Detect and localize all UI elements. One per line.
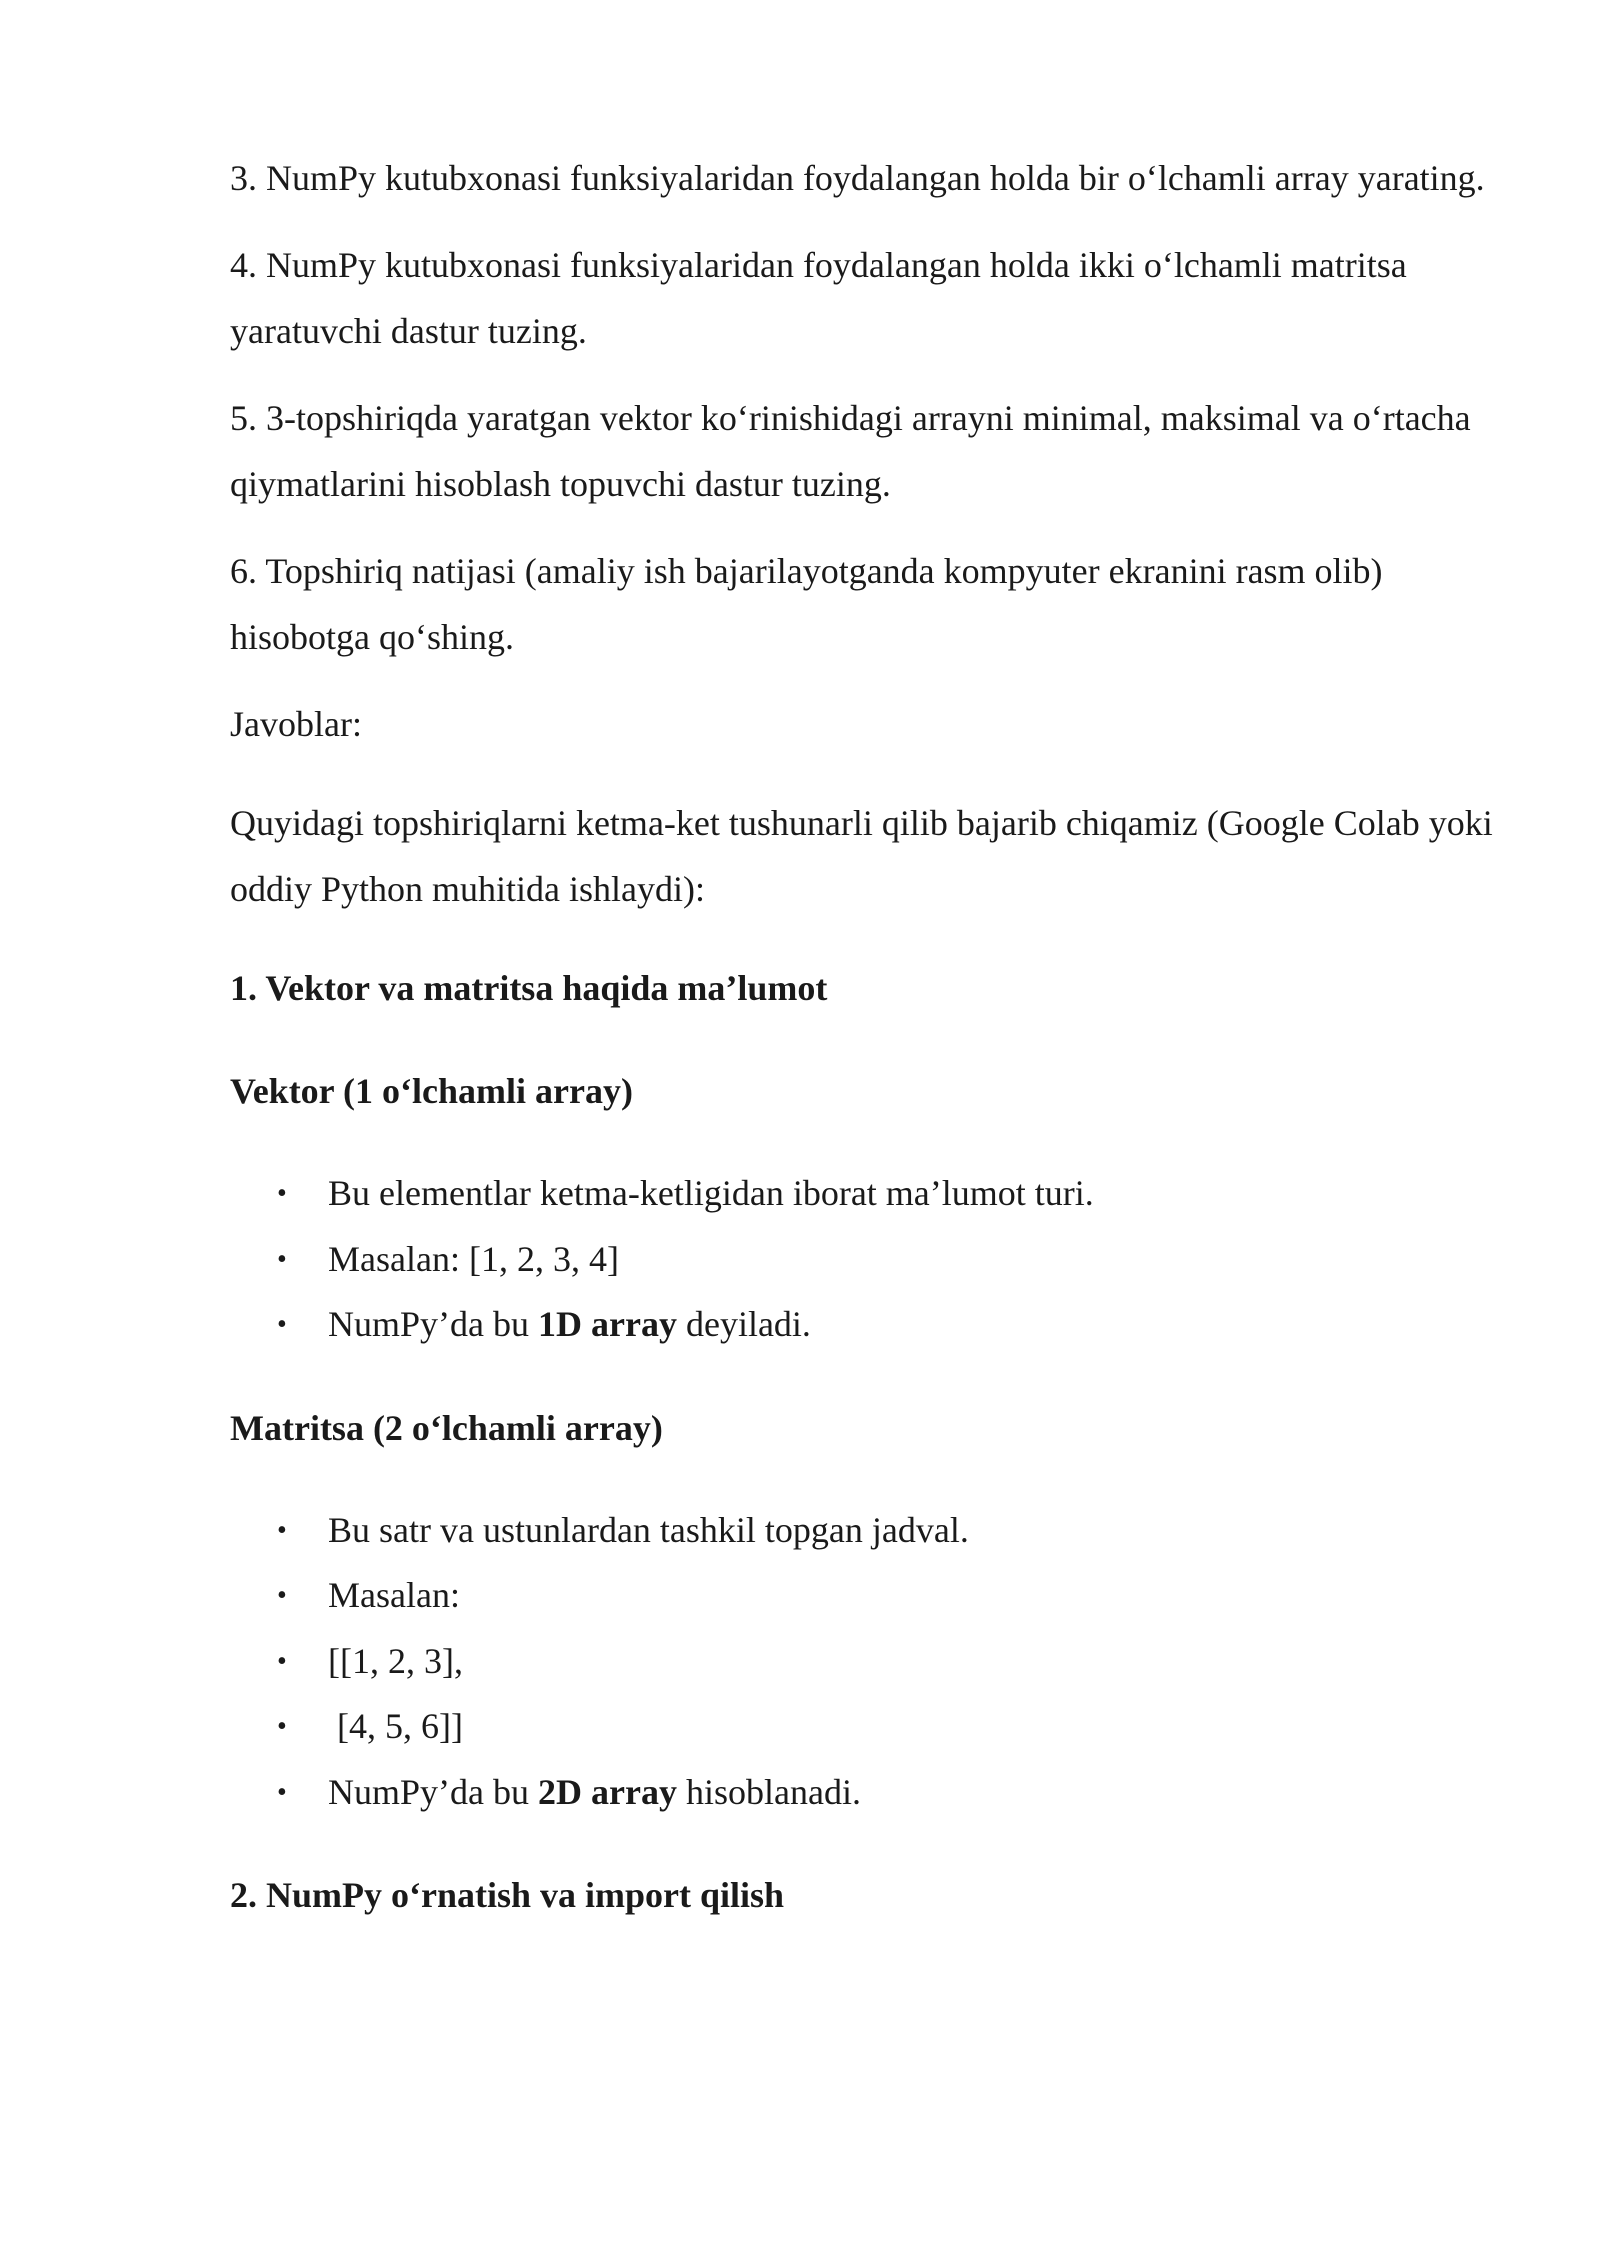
bullet-icon: • (277, 1514, 287, 1546)
matrix-bullet-list (230, 1498, 1500, 1826)
list-item-text-bold: 2D array (538, 1771, 677, 1812)
bullet-icon: • (277, 1645, 287, 1677)
list-item-text: Bu satr va ustunlardan tashkil topgan jadval. (328, 1509, 969, 1550)
task-6: 6. Topshiriq natijasi (amaliy ish bajarilayotganda kompyuter ekranini rasm olib) hisobotga qo‘shing. (230, 551, 1383, 657)
list-item-text: Bu elementlar ketma-ketligidan iborat ma’lumot turi. (328, 1173, 1094, 1213)
bullet-icon: • (277, 1711, 287, 1742)
answers-label: Javoblar: (230, 704, 362, 744)
section-2-heading: 2. NumPy o‘rnatish va import qilish (230, 1875, 785, 1915)
list-item-text-pre: NumPy’da bu (328, 1771, 538, 1812)
bullet-icon: • (277, 1580, 287, 1611)
task-5: 5. 3-topshiriqda yaratgan vektor ko‘rinishidagi arrayni minimal, maksimal va o‘rtacha qiymatlarini hisoblash topuvchi dastur tuzing. (230, 398, 1471, 504)
bullet-icon: • (277, 1178, 287, 1209)
vector-bullet-list (230, 1161, 1500, 1358)
list-item-text: Masalan: (328, 1575, 460, 1615)
bullet-icon: • (277, 1776, 287, 1808)
section-1-heading: 1. Vektor va matritsa haqida ma’lumot (230, 968, 828, 1008)
vector-heading: Vektor (1 o‘lchamli array) (230, 1071, 633, 1111)
matrix-heading: Matritsa (2 o‘lchamli array) (230, 1407, 663, 1448)
list-item-text-post: deyiladi. (676, 1304, 811, 1344)
list-item (230, 1629, 1500, 1695)
intro-paragraph: Quyidagi topshiriqlarni ketma-ket tushunarli qilib bajarib chiqamiz (Google Colab yoki oddiy Python muhitida ishlaydi): (230, 803, 1493, 909)
bullet-icon: • (277, 1243, 287, 1275)
task-3: 3. NumPy kutubxonasi funksiyalaridan foydalangan holda bir o‘lchamli array yarating. (230, 158, 1485, 198)
list-item-text-bold: 1D array (538, 1304, 677, 1344)
bullet-icon: • (277, 1309, 287, 1340)
list-item (230, 1694, 1500, 1760)
document-page (230, 145, 1500, 1965)
list-item (230, 1227, 1500, 1293)
list-item (230, 1563, 1500, 1629)
list-item (230, 1498, 1500, 1564)
list-item-text-post: hisoblanadi. (676, 1771, 861, 1812)
list-item (230, 1292, 1500, 1358)
list-item-text: [[1, 2, 3], (328, 1640, 463, 1681)
list-item-text: [4, 5, 6]] (328, 1706, 463, 1746)
list-item (230, 1760, 1500, 1826)
list-item-text: Masalan: [1, 2, 3, 4] (328, 1238, 619, 1279)
list-item (230, 1161, 1500, 1227)
task-4: 4. NumPy kutubxonasi funksiyalaridan foydalangan holda ikki o‘lchamli matritsa yaratuvchi dastur tuzing. (230, 245, 1407, 351)
list-item-text-pre: NumPy’da bu (328, 1304, 538, 1344)
